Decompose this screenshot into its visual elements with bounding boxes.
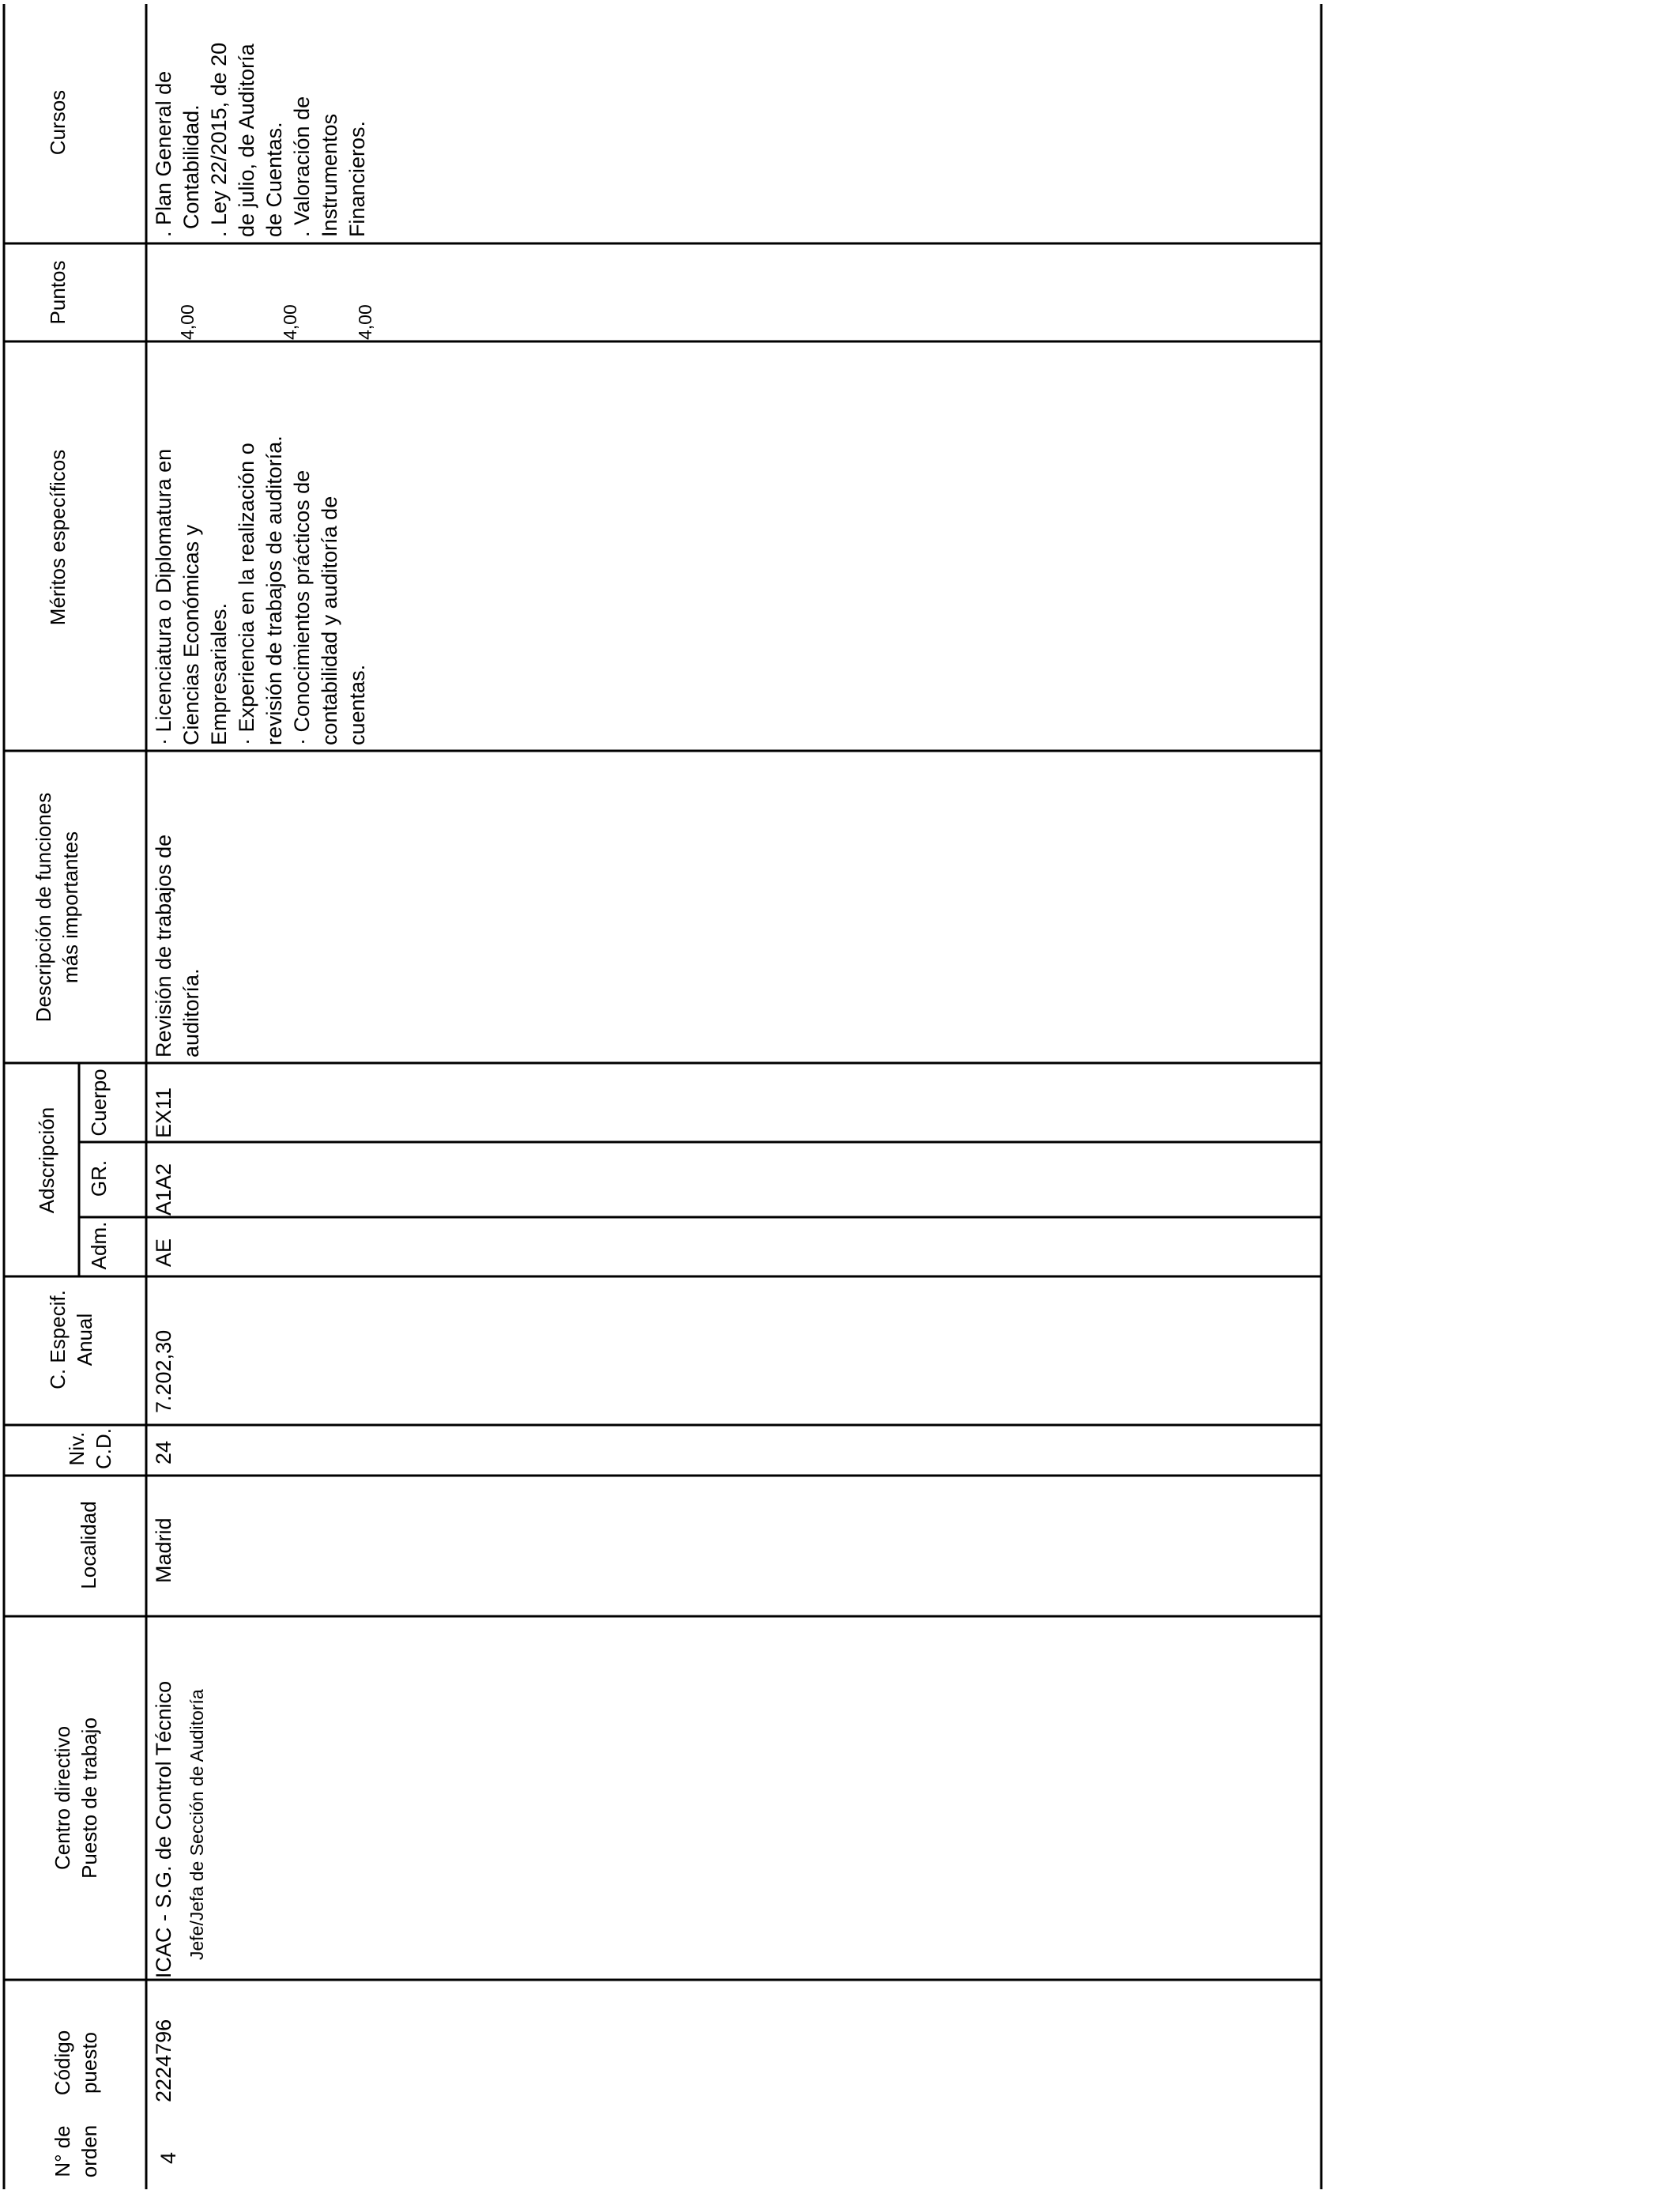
header-especifico <box>44 1272 98 1407</box>
cell-puesto <box>185 1616 209 1976</box>
header-especifico-line1: C. Especif. <box>46 1290 70 1389</box>
meritos-line: · Conocimientos prácticos de <box>290 469 314 745</box>
header-meritos-label: Méritos específicos <box>46 449 70 626</box>
meritos-line: Ciencias Económicas y <box>179 524 203 745</box>
cursos-line: . Plan General de <box>152 70 175 237</box>
header-adm <box>85 1217 112 1274</box>
meritos-line: revisión de trabajos de auditoría. <box>262 435 286 745</box>
cell-cursos <box>150 4 371 237</box>
header-adscripcion <box>33 1089 60 1231</box>
localidad-value: Madrid <box>152 1517 175 1583</box>
header-codigo-line2: puesto <box>77 2031 101 2094</box>
cell-grupo <box>150 1140 178 1216</box>
cell-puntos-1 <box>175 253 199 340</box>
header-centro <box>49 1679 103 1917</box>
puesto-value: Jefe/Jefa de Sección de Auditoría <box>186 1689 207 1960</box>
header-nivel-line2: C.D. <box>92 1428 115 1469</box>
cell-meritos <box>150 342 371 745</box>
descripcion-line: auditoría. <box>179 968 203 1057</box>
nivel-value: 24 <box>152 1440 175 1465</box>
header-nivel <box>63 1424 117 1473</box>
cell-puntos-3 <box>353 253 377 340</box>
header-cursos-label: Cursos <box>46 89 70 156</box>
meritos-line: · Licenciatura o Diplomatura en <box>152 448 175 745</box>
header-orden <box>49 2115 103 2188</box>
orden-value: 4 <box>156 2151 180 2164</box>
cuerpo-value: EX11 <box>152 1087 175 1138</box>
meritos-line: · Experiencia en la realización o <box>235 443 258 745</box>
header-especifico-line2: Anual <box>73 1313 96 1367</box>
grupo-value: A1A2 <box>152 1163 175 1216</box>
header-cuerpo-label: Cuerpo <box>87 1069 111 1137</box>
meritos-line: cuentas. <box>345 664 369 745</box>
cursos-line: Financieros. <box>345 120 369 237</box>
cursos-line: de Cuentas. <box>262 122 286 237</box>
cursos-line: . Valoración de <box>290 96 314 237</box>
header-codigo-line1: Código <box>51 2030 74 2096</box>
header-cursos <box>44 79 71 166</box>
header-adm-label: Adm. <box>87 1221 111 1270</box>
puntos-value: 4,00 <box>177 304 198 340</box>
puntos-value: 4,00 <box>355 304 375 340</box>
header-centro-line1: Centro directivo <box>51 1725 74 1871</box>
cursos-line: Contabilidad. <box>179 104 203 229</box>
cell-cuerpo <box>150 1063 178 1138</box>
header-puntos <box>44 253 71 332</box>
codigo-value: 2224796 <box>152 2019 175 2102</box>
header-nivel-line1: Niv. <box>65 1431 89 1466</box>
header-centro-line2: Puesto de trabajo <box>77 1717 101 1879</box>
cell-orden <box>155 2132 183 2164</box>
header-localidad-label: Localidad <box>77 1501 100 1589</box>
cell-codigo <box>150 1984 178 2102</box>
meritos-line: contabilidad y auditoría de <box>318 496 341 745</box>
header-cuerpo <box>85 1065 112 1140</box>
cursos-line: . Ley 22/2015, de 20 <box>207 42 231 237</box>
descripcion-line: Revisión de trabajos de <box>152 834 175 1057</box>
header-descripcion <box>30 773 84 1042</box>
cell-puntos-2 <box>278 253 302 340</box>
meritos-line: Empresariales. <box>207 602 231 745</box>
cursos-line: Instrumentos <box>318 113 341 237</box>
header-grupo-label: GR. <box>87 1159 111 1197</box>
header-puntos-label: Puntos <box>46 260 70 325</box>
especifico-value: 7.202,30 <box>152 1329 175 1413</box>
centro-value: ICAC - S.G. de Control Técnico <box>152 1680 175 1978</box>
cell-descripcion <box>150 753 205 1057</box>
header-grupo <box>85 1142 112 1215</box>
cell-localidad <box>150 1457 178 1583</box>
header-descripcion-line2: más importantes <box>58 831 82 984</box>
header-localidad <box>75 1482 102 1608</box>
cell-centro <box>150 1619 178 1978</box>
adm-value: AE <box>152 1238 175 1267</box>
header-orden-line1: N° de <box>51 2125 74 2177</box>
header-adscripcion-label: Adscripción <box>35 1106 58 1214</box>
header-orden-line2: orden <box>77 2124 101 2178</box>
header-meritos <box>44 435 71 640</box>
cursos-line: de julio, de Auditoría <box>235 43 258 237</box>
puntos-value: 4,00 <box>280 304 300 340</box>
cell-especifico <box>150 1271 178 1413</box>
header-codigo <box>49 2007 103 2118</box>
cell-adm <box>150 1220 178 1267</box>
header-descripcion-line1: Descripción de funciones <box>32 792 55 1023</box>
